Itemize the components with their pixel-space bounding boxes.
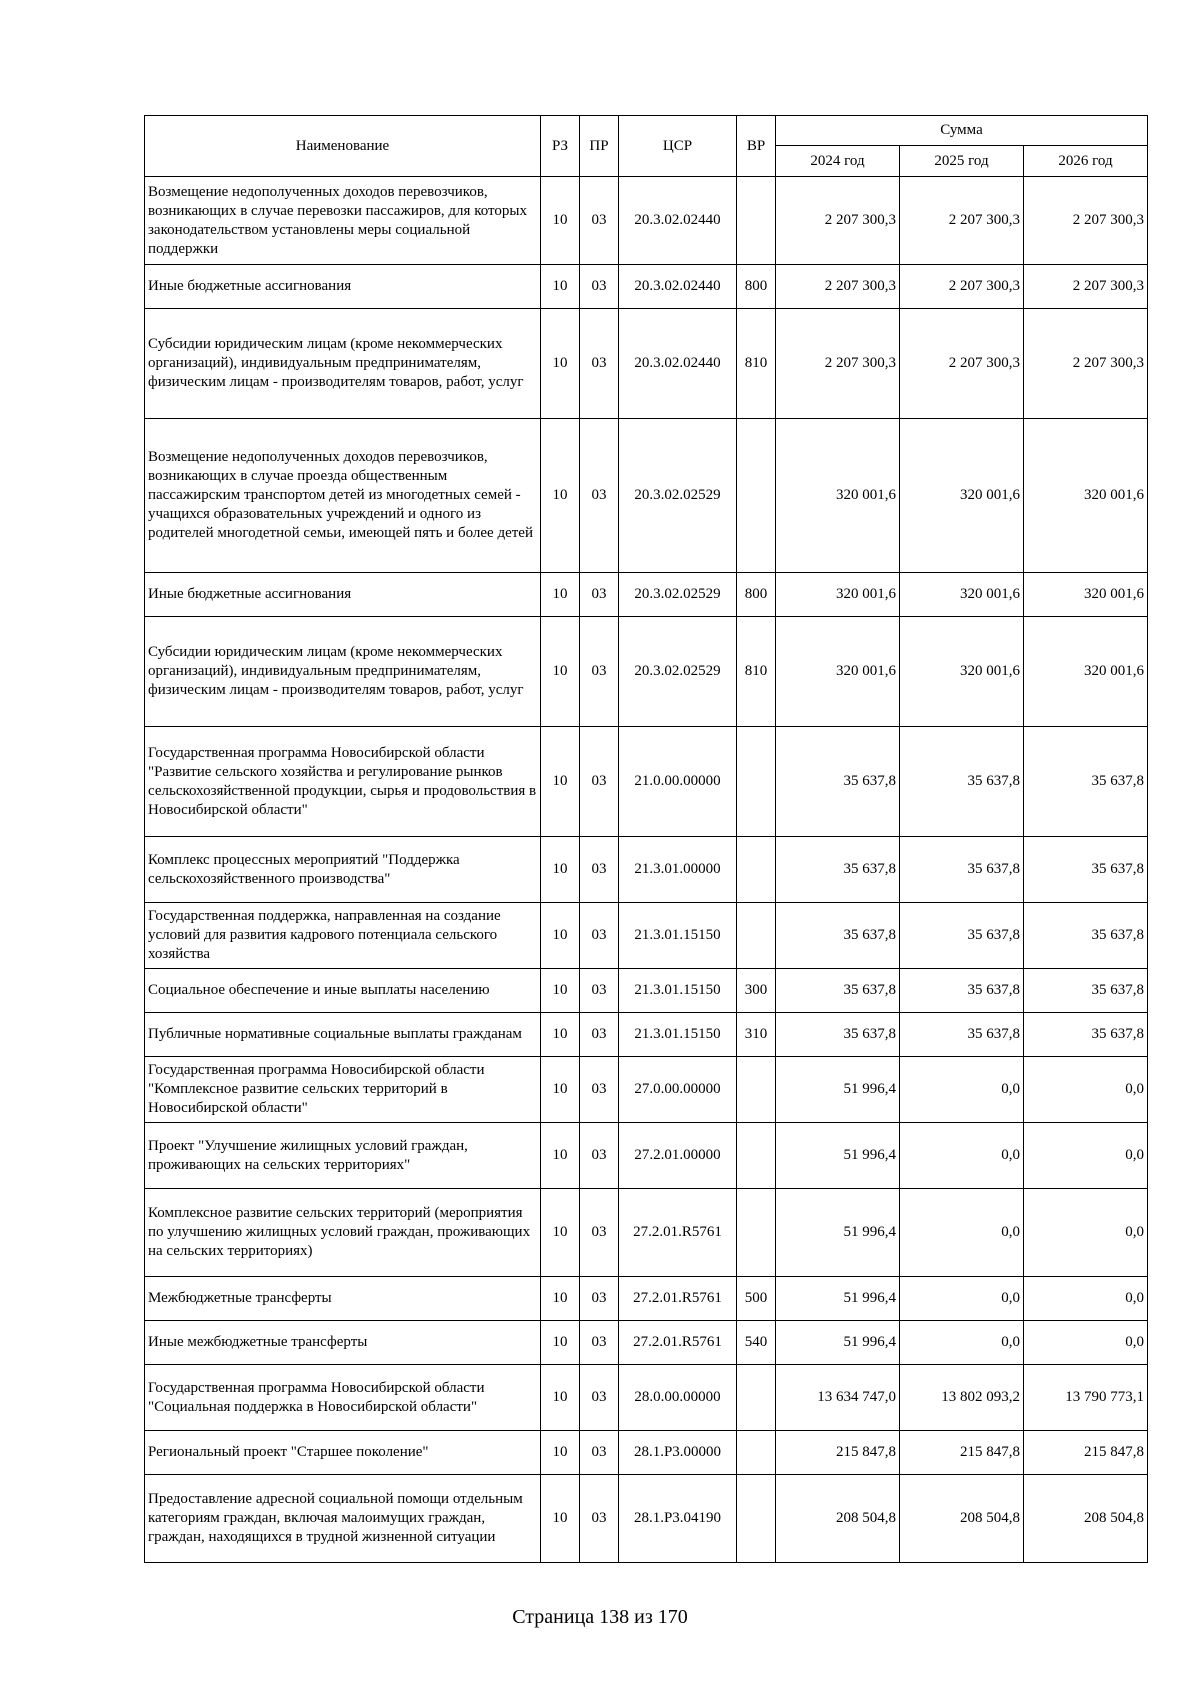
cell-vr: [737, 727, 776, 837]
budget-table: [144, 115, 1148, 1563]
cell-sum-2026: 2 207 300,3: [1024, 309, 1148, 419]
cell-rz: 10: [541, 1277, 580, 1321]
cell-sum-2026: 320 001,6: [1024, 617, 1148, 727]
table-row: [145, 265, 1148, 309]
cell-sum-2026: 2 207 300,3: [1024, 177, 1148, 265]
cell-pr: 03: [580, 903, 619, 969]
cell-sum-2025: 2 207 300,3: [900, 265, 1024, 309]
cell-sum-2026: 0,0: [1024, 1057, 1148, 1123]
cell-csr: 21.3.01.00000: [619, 837, 737, 903]
cell-name: Предоставление адресной социальной помощи отдельным категориям граждан, включая малоимущих граждан, граждан, находящихся в трудной жизненной ситуации: [145, 1475, 541, 1563]
cell-pr: 03: [580, 617, 619, 727]
table-row: [145, 419, 1148, 573]
cell-name: Комплекс процессных мероприятий "Поддержка сельскохозяйственного производства": [145, 837, 541, 903]
cell-rz: 10: [541, 727, 580, 837]
cell-rz: 10: [541, 419, 580, 573]
cell-pr: 03: [580, 1475, 619, 1563]
cell-name: Государственная программа Новосибирской области "Социальная поддержка в Новосибирской области": [145, 1365, 541, 1431]
cell-sum-2025: 0,0: [900, 1277, 1024, 1321]
cell-sum-2025: 208 504,8: [900, 1475, 1024, 1563]
cell-sum-2025: 35 637,8: [900, 727, 1024, 837]
cell-sum-2026: 0,0: [1024, 1123, 1148, 1189]
cell-sum-2025: 13 802 093,2: [900, 1365, 1024, 1431]
cell-name: Комплексное развитие сельских территорий (мероприятия по улучшению жилищных условий граждан, проживающих на сельских территориях): [145, 1189, 541, 1277]
cell-rz: 10: [541, 1475, 580, 1563]
cell-csr: 21.3.01.15150: [619, 969, 737, 1013]
cell-csr: 20.3.02.02529: [619, 573, 737, 617]
cell-sum-2025: 2 207 300,3: [900, 309, 1024, 419]
cell-vr: 300: [737, 969, 776, 1013]
cell-sum-2026: 35 637,8: [1024, 903, 1148, 969]
cell-vr: [737, 1431, 776, 1475]
cell-csr: 20.3.02.02529: [619, 617, 737, 727]
cell-vr: 540: [737, 1321, 776, 1365]
header-year-2026: 2026 год: [1024, 146, 1148, 177]
cell-pr: 03: [580, 1365, 619, 1431]
cell-rz: 10: [541, 1013, 580, 1057]
cell-csr: 21.0.00.00000: [619, 727, 737, 837]
table-row: [145, 617, 1148, 727]
cell-rz: 10: [541, 177, 580, 265]
cell-csr: 20.3.02.02440: [619, 309, 737, 419]
cell-pr: 03: [580, 837, 619, 903]
cell-sum-2026: 2 207 300,3: [1024, 265, 1148, 309]
cell-sum-2026: 215 847,8: [1024, 1431, 1148, 1475]
cell-rz: 10: [541, 1365, 580, 1431]
cell-sum-2025: 35 637,8: [900, 969, 1024, 1013]
cell-name: Возмещение недополученных доходов перевозчиков, возникающих в случае проезда общественным пассажирским транспортом детей из многодетных семей - учащихся образовательных учреждений и одного из родителей многодетной семьи, имеющей пять и более детей: [145, 419, 541, 573]
cell-sum-2024: 51 996,4: [776, 1321, 900, 1365]
cell-rz: 10: [541, 1189, 580, 1277]
table-row: [145, 309, 1148, 419]
cell-pr: 03: [580, 265, 619, 309]
table-row: [145, 837, 1148, 903]
cell-name: Возмещение недополученных доходов перевозчиков, возникающих в случае перевозки пассажиров, для которых законодательством установлены меры социальной поддержки: [145, 177, 541, 265]
cell-name: Субсидии юридическим лицам (кроме некоммерческих организаций), индивидуальным предпринимателям, физическим лицам - производителям товаров, работ, услуг: [145, 617, 541, 727]
cell-sum-2025: 0,0: [900, 1057, 1024, 1123]
table-row: [145, 1123, 1148, 1189]
cell-name: Государственная программа Новосибирской области "Развитие сельского хозяйства и регулирование рынков сельскохозяйственной продукции, сырья и продовольствия в Новосибирской области": [145, 727, 541, 837]
cell-rz: 10: [541, 573, 580, 617]
cell-sum-2026: 208 504,8: [1024, 1475, 1148, 1563]
cell-csr: 20.3.02.02440: [619, 265, 737, 309]
cell-sum-2024: 35 637,8: [776, 727, 900, 837]
table-row: [145, 727, 1148, 837]
cell-sum-2026: 320 001,6: [1024, 419, 1148, 573]
cell-sum-2025: 35 637,8: [900, 903, 1024, 969]
cell-sum-2024: 35 637,8: [776, 969, 900, 1013]
cell-rz: 10: [541, 1321, 580, 1365]
cell-sum-2024: 320 001,6: [776, 419, 900, 573]
cell-sum-2024: 51 996,4: [776, 1123, 900, 1189]
cell-sum-2026: 0,0: [1024, 1189, 1148, 1277]
table-header: [145, 116, 1148, 177]
cell-vr: [737, 1365, 776, 1431]
cell-pr: 03: [580, 727, 619, 837]
table-row: [145, 1475, 1148, 1563]
cell-sum-2025: 0,0: [900, 1189, 1024, 1277]
cell-sum-2026: 13 790 773,1: [1024, 1365, 1148, 1431]
cell-vr: [737, 419, 776, 573]
cell-sum-2024: 51 996,4: [776, 1277, 900, 1321]
cell-rz: 10: [541, 1057, 580, 1123]
cell-name: Субсидии юридическим лицам (кроме некоммерческих организаций), индивидуальным предпринимателям, физическим лицам - производителям товаров, работ, услуг: [145, 309, 541, 419]
cell-pr: 03: [580, 177, 619, 265]
cell-pr: 03: [580, 1013, 619, 1057]
cell-pr: 03: [580, 1431, 619, 1475]
table-row: [145, 903, 1148, 969]
cell-rz: 10: [541, 903, 580, 969]
cell-vr: [737, 1057, 776, 1123]
cell-pr: 03: [580, 1277, 619, 1321]
cell-sum-2025: 2 207 300,3: [900, 177, 1024, 265]
cell-rz: 10: [541, 617, 580, 727]
header-sum: Сумма: [776, 116, 1148, 146]
cell-sum-2026: 35 637,8: [1024, 727, 1148, 837]
cell-sum-2024: 13 634 747,0: [776, 1365, 900, 1431]
cell-sum-2024: 320 001,6: [776, 573, 900, 617]
cell-vr: [737, 837, 776, 903]
cell-name: Иные межбюджетные трансферты: [145, 1321, 541, 1365]
header-rz: РЗ: [541, 116, 580, 177]
cell-sum-2025: 35 637,8: [900, 837, 1024, 903]
cell-vr: 500: [737, 1277, 776, 1321]
header-name: Наименование: [145, 116, 541, 177]
cell-pr: 03: [580, 1057, 619, 1123]
cell-name: Публичные нормативные социальные выплаты гражданам: [145, 1013, 541, 1057]
cell-sum-2026: 35 637,8: [1024, 1013, 1148, 1057]
cell-rz: 10: [541, 1431, 580, 1475]
cell-sum-2024: 215 847,8: [776, 1431, 900, 1475]
cell-sum-2024: 51 996,4: [776, 1057, 900, 1123]
cell-csr: 27.2.01.R5761: [619, 1189, 737, 1277]
cell-vr: [737, 1123, 776, 1189]
cell-pr: 03: [580, 1123, 619, 1189]
cell-pr: 03: [580, 1321, 619, 1365]
cell-sum-2024: 320 001,6: [776, 617, 900, 727]
cell-sum-2024: 2 207 300,3: [776, 265, 900, 309]
cell-pr: 03: [580, 969, 619, 1013]
table-row: [145, 1057, 1148, 1123]
cell-rz: 10: [541, 265, 580, 309]
cell-sum-2025: 35 637,8: [900, 1013, 1024, 1057]
cell-rz: 10: [541, 309, 580, 419]
cell-rz: 10: [541, 969, 580, 1013]
cell-sum-2026: 320 001,6: [1024, 573, 1148, 617]
cell-name: Государственная программа Новосибирской области "Комплексное развитие сельских территорий в Новосибирской области": [145, 1057, 541, 1123]
cell-csr: 21.3.01.15150: [619, 1013, 737, 1057]
header-vr: ВР: [737, 116, 776, 177]
cell-name: Региональный проект "Старшее поколение": [145, 1431, 541, 1475]
cell-sum-2025: 0,0: [900, 1321, 1024, 1365]
cell-sum-2024: 35 637,8: [776, 1013, 900, 1057]
table-row: [145, 1365, 1148, 1431]
page-number: Страница 138 из 170: [512, 1606, 688, 1628]
cell-sum-2024: 2 207 300,3: [776, 309, 900, 419]
cell-pr: 03: [580, 1189, 619, 1277]
cell-sum-2025: 0,0: [900, 1123, 1024, 1189]
header-year-2025: 2025 год: [900, 146, 1024, 177]
table-row: [145, 1431, 1148, 1475]
cell-pr: 03: [580, 573, 619, 617]
cell-name: Межбюджетные трансферты: [145, 1277, 541, 1321]
cell-sum-2025: 320 001,6: [900, 573, 1024, 617]
table-row: [145, 969, 1148, 1013]
cell-vr: 810: [737, 617, 776, 727]
cell-vr: [737, 1189, 776, 1277]
cell-vr: [737, 177, 776, 265]
cell-sum-2026: 0,0: [1024, 1321, 1148, 1365]
cell-csr: 20.3.02.02529: [619, 419, 737, 573]
cell-csr: 28.0.00.00000: [619, 1365, 737, 1431]
cell-csr: 27.2.01.R5761: [619, 1321, 737, 1365]
cell-vr: 310: [737, 1013, 776, 1057]
cell-rz: 10: [541, 837, 580, 903]
cell-name: Проект "Улучшение жилищных условий граждан, проживающих на сельских территориях": [145, 1123, 541, 1189]
cell-pr: 03: [580, 419, 619, 573]
cell-csr: 27.0.00.00000: [619, 1057, 737, 1123]
cell-vr: [737, 903, 776, 969]
cell-sum-2026: 0,0: [1024, 1277, 1148, 1321]
table-row: [145, 1277, 1148, 1321]
cell-vr: 800: [737, 265, 776, 309]
cell-csr: 28.1.Р3.04190: [619, 1475, 737, 1563]
header-csr: ЦСР: [619, 116, 737, 177]
table-row: [145, 1321, 1148, 1365]
cell-csr: 20.3.02.02440: [619, 177, 737, 265]
cell-name: Государственная поддержка, направленная на создание условий для развития кадрового потенциала сельского хозяйства: [145, 903, 541, 969]
cell-csr: 28.1.Р3.00000: [619, 1431, 737, 1475]
cell-vr: [737, 1475, 776, 1563]
cell-csr: 27.2.01.R5761: [619, 1277, 737, 1321]
table-body: [145, 177, 1148, 1563]
table-row: [145, 177, 1148, 265]
cell-csr: 21.3.01.15150: [619, 903, 737, 969]
cell-sum-2024: 35 637,8: [776, 837, 900, 903]
cell-name: Социальное обеспечение и иные выплаты населению: [145, 969, 541, 1013]
cell-sum-2025: 215 847,8: [900, 1431, 1024, 1475]
cell-sum-2024: 51 996,4: [776, 1189, 900, 1277]
cell-name: Иные бюджетные ассигнования: [145, 265, 541, 309]
header-year-2024: 2024 год: [776, 146, 900, 177]
cell-pr: 03: [580, 309, 619, 419]
cell-name: Иные бюджетные ассигнования: [145, 573, 541, 617]
table-row: [145, 1189, 1148, 1277]
cell-sum-2024: 2 207 300,3: [776, 177, 900, 265]
cell-sum-2026: 35 637,8: [1024, 837, 1148, 903]
table-row: [145, 573, 1148, 617]
cell-csr: 27.2.01.00000: [619, 1123, 737, 1189]
cell-sum-2025: 320 001,6: [900, 419, 1024, 573]
table-row: [145, 1013, 1148, 1057]
cell-sum-2025: 320 001,6: [900, 617, 1024, 727]
cell-sum-2024: 35 637,8: [776, 903, 900, 969]
header-pr: ПР: [580, 116, 619, 177]
cell-vr: 800: [737, 573, 776, 617]
cell-sum-2024: 208 504,8: [776, 1475, 900, 1563]
cell-rz: 10: [541, 1123, 580, 1189]
cell-vr: 810: [737, 309, 776, 419]
cell-sum-2026: 35 637,8: [1024, 969, 1148, 1013]
